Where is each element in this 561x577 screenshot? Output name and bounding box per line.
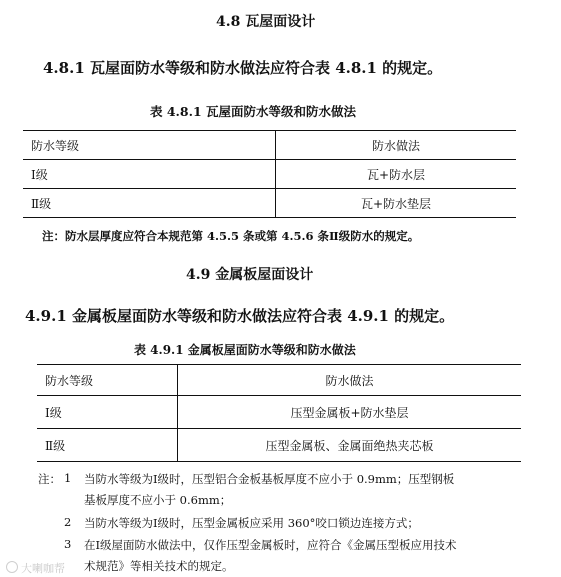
note-text: 术规范》等相关技术的规定。 [84,559,234,573]
clause-4-8-1: 4.8.1 瓦屋面防水等级和防水做法应符合表 4.8.1 的规定。 [43,59,443,77]
table-cell: 压型金属板、金属面绝热夹芯板 [178,429,522,462]
table-cell: Ⅱ级 [37,429,178,462]
table-row [23,189,516,218]
section-heading-4-8: 4.8 瓦屋面设计 [216,14,316,30]
table-cell: Ⅰ级 [37,396,178,429]
table-header-cell: 防水做法 [178,365,522,396]
table-4-8-1 [23,130,516,218]
watermark-text: 大喇咖帮 [21,562,65,575]
table-note-4-8-1: 注：防水层厚度应符合本规范第 4.5.5 条或第 4.5.6 条Ⅱ级防水的规定。 [42,229,420,243]
note-text: 当防水等级为Ⅰ级时，压型金属板应采用 360°咬口锁边连接方式； [84,516,419,530]
table-4-9-1 [37,364,521,462]
table-cell: 压型金属板+防水垫层 [178,396,522,429]
table-header-row [23,131,516,160]
table-cell: Ⅰ级 [23,160,276,189]
table-header-cell: 防水等级 [23,131,276,160]
notes-label: 注： [38,472,61,486]
table-header-cell: 防水做法 [276,131,517,160]
table-row [37,396,521,429]
table-caption-4-9-1: 表 4.9.1 金属板屋面防水等级和防水做法 [134,343,356,357]
table-row [23,160,516,189]
note-text: 在Ⅰ级屋面防水做法中，仅作压型金属板时，应符合《金属压型板应用技术 [84,538,457,552]
watermark-logo-icon [6,561,18,573]
note-text: 基板厚度不应小于 0.6mm； [84,493,232,507]
clause-4-9-1: 4.9.1 金属板屋面防水等级和防水做法应符合表 4.9.1 的规定。 [25,307,455,325]
table-header-row [37,365,521,396]
table-header-cell: 防水等级 [37,365,178,396]
table-caption-4-8-1: 表 4.8.1 瓦屋面防水等级和防水做法 [150,104,357,119]
note-number: 3 [64,537,72,551]
table-cell: 瓦+防水垫层 [276,189,517,218]
section-heading-4-9: 4.9 金属板屋面设计 [186,267,314,283]
note-number: 2 [64,515,72,529]
table-cell: 瓦+防水层 [276,160,517,189]
note-text: 当防水等级为Ⅰ级时，压型铝合金板基板厚度不应小于 0.9mm；压型钢板 [84,472,455,486]
table-cell: Ⅱ级 [23,189,276,218]
table-row [37,429,521,462]
watermark [6,560,65,576]
note-number: 1 [64,471,72,485]
